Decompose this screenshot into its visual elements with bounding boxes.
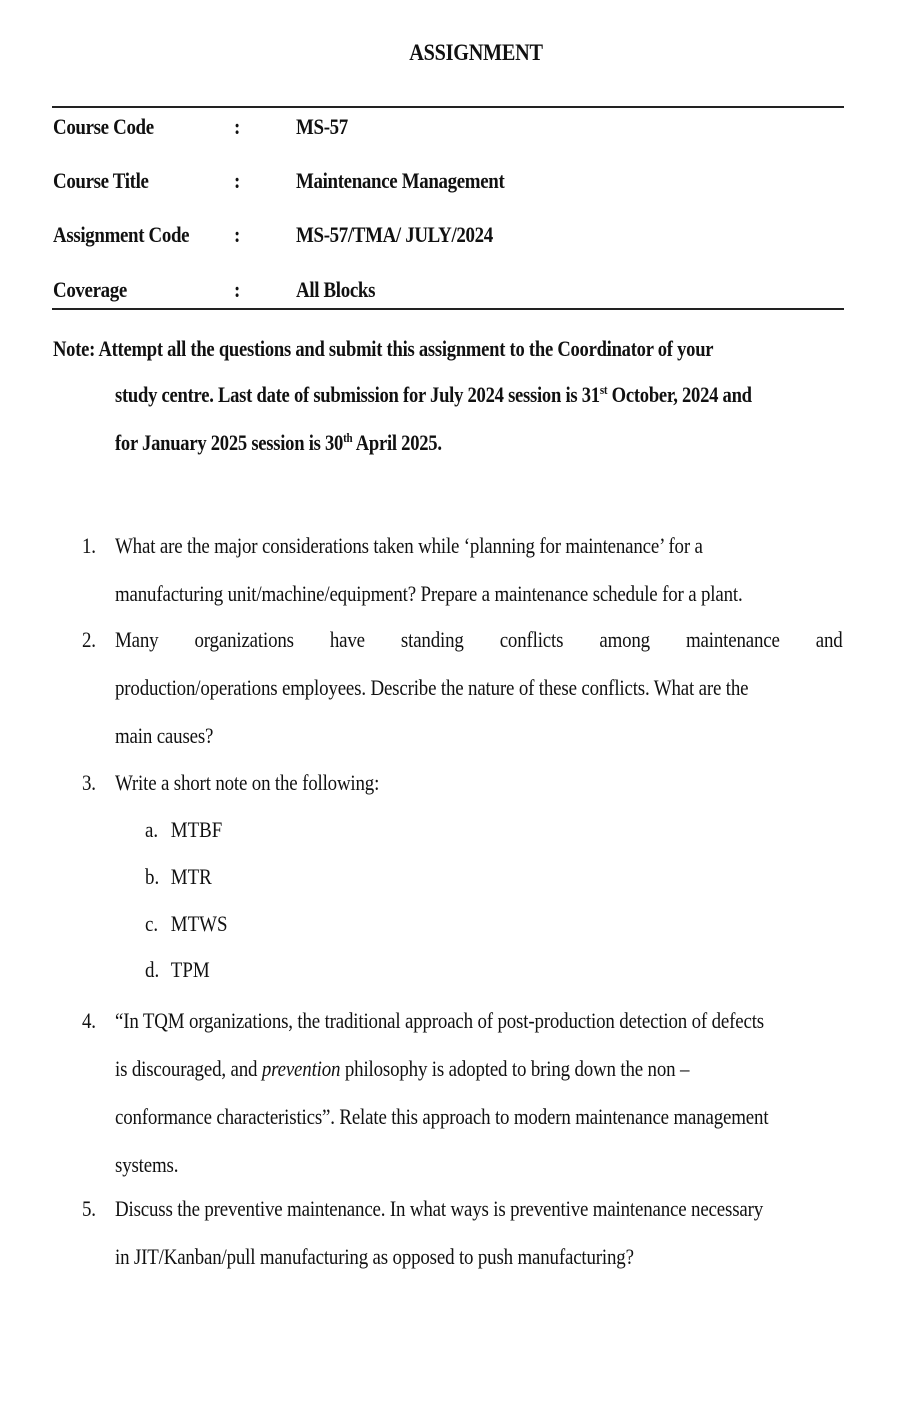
meta-row-coverage [0, 277, 902, 307]
question-line: main causes? [115, 723, 214, 748]
meta-label: Course Code [53, 114, 154, 139]
question-line: “In TQM organizations, the traditional approach of post-production detection of defects [115, 1008, 764, 1033]
bottom-divider [52, 308, 844, 310]
question-number: 1. [82, 533, 96, 558]
meta-label: Course Title [53, 168, 149, 193]
meta-colon: : [234, 277, 240, 302]
question-line: What are the major considerations taken while ‘planning for maintenance’ for a [115, 533, 703, 558]
subitem-c: c. MTWS [145, 911, 228, 936]
subitem-b: b. MTR [145, 864, 212, 889]
note-line: study centre. Last date of submission for July 2024 session is 31st October, 2024 and [115, 382, 752, 407]
meta-row-course-title [0, 168, 902, 198]
page-title: ASSIGNMENT [409, 40, 543, 65]
question-line: in JIT/Kanban/pull manufacturing as opposed to push manufacturing? [115, 1244, 634, 1269]
meta-value: All Blocks [296, 277, 376, 302]
meta-colon: : [234, 222, 240, 247]
meta-label: Assignment Code [53, 222, 190, 247]
question-number: 2. [82, 627, 96, 652]
meta-row-assignment-code [0, 222, 902, 252]
meta-value: MS-57 [296, 114, 348, 139]
top-divider [52, 106, 844, 108]
meta-value: MS-57/TMA/ JULY/2024 [296, 222, 493, 247]
subitem-d: d. TPM [145, 957, 210, 982]
question-line: production/operations employees. Describe the nature of these conflicts. What are the [115, 675, 749, 700]
meta-row-course-code [0, 114, 902, 144]
question-line: conformance characteristics”. Relate this approach to modern maintenance management [115, 1104, 769, 1129]
meta-label: Coverage [53, 277, 127, 302]
question-line: is discouraged, and prevention philosophy is adopted to bring down the non – [115, 1056, 690, 1081]
question-line: Write a short note on the following: [115, 770, 380, 795]
question-number: 5. [82, 1196, 96, 1221]
question-number: 4. [82, 1008, 96, 1033]
question-line: manufacturing unit/machine/equipment? Prepare a maintenance schedule for a plant. [115, 581, 743, 606]
meta-colon: : [234, 114, 240, 139]
question-line: systems. [115, 1152, 179, 1177]
question-line: Discuss the preventive maintenance. In what ways is preventive maintenance necessary [115, 1196, 764, 1221]
meta-colon: : [234, 168, 240, 193]
meta-value: Maintenance Management [296, 168, 505, 193]
question-line: Many organizations have standing conflicts among maintenance and [115, 627, 843, 652]
note-line: for January 2025 session is 30th April 2025. [115, 430, 442, 455]
subitem-a: a. MTBF [145, 817, 223, 842]
question-number: 3. [82, 770, 96, 795]
note-line: Note: Attempt all the questions and submit this assignment to the Coordinator of your [53, 336, 714, 361]
